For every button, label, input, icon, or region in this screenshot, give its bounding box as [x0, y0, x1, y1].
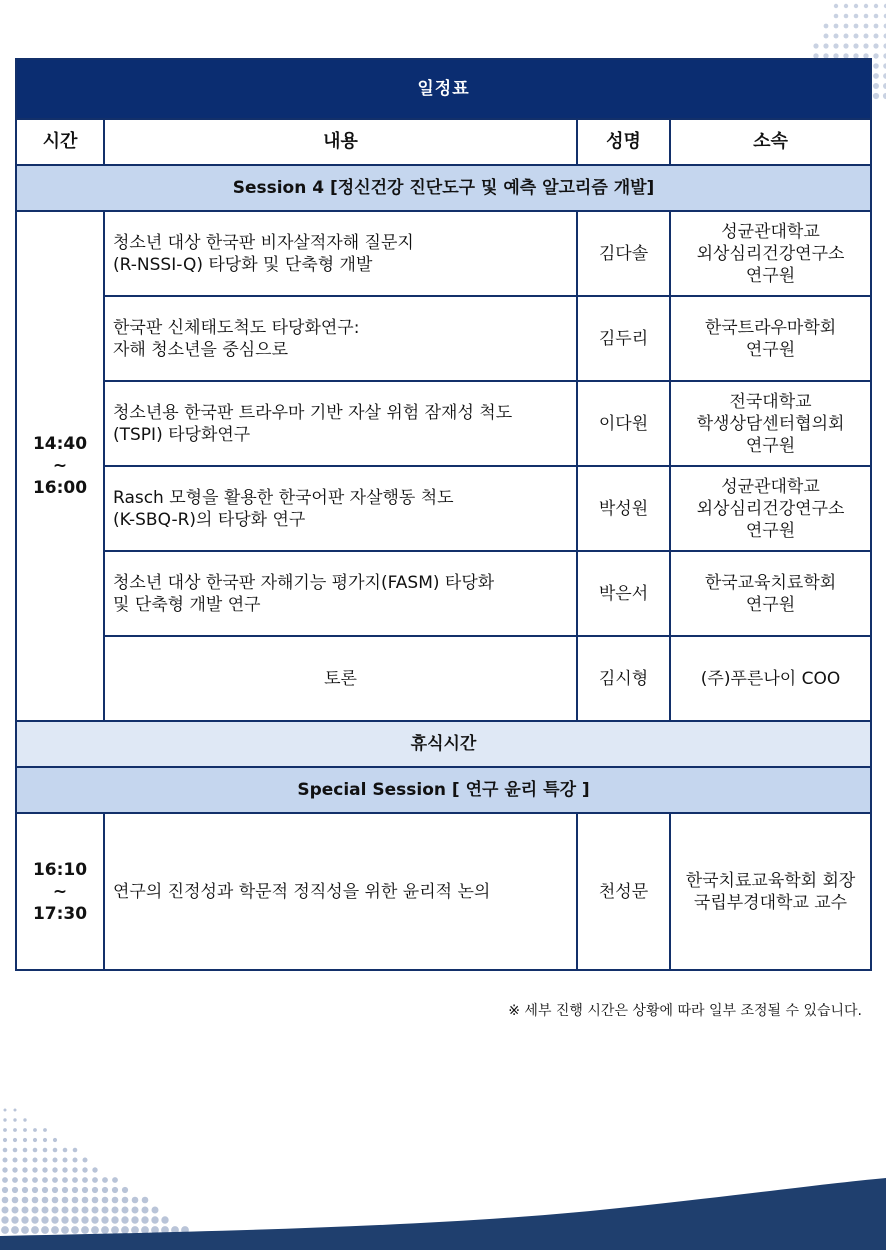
dot	[823, 43, 828, 48]
dot	[23, 1128, 27, 1132]
dot	[864, 14, 869, 19]
session4-time	[16, 211, 104, 721]
talk-title-line: (K-SBQ-R)의 타당화 연구	[113, 509, 306, 530]
talk-title-line: 토론	[324, 668, 357, 689]
special-time	[16, 813, 104, 970]
dot	[874, 4, 878, 8]
affiliation-line: 외상심리건강연구소	[696, 243, 845, 264]
dot	[63, 1148, 68, 1153]
dot	[834, 14, 839, 19]
dot	[844, 34, 849, 39]
dot	[813, 43, 818, 48]
speaker-affiliation	[670, 211, 871, 296]
special-session-label: Special Session [ 연구 윤리 특강 ]	[16, 767, 871, 813]
affiliation-line: 연구원	[745, 265, 796, 286]
talk-title	[104, 296, 577, 381]
dot	[73, 1148, 78, 1153]
dot	[3, 1128, 7, 1132]
talk-title-line: 청소년용 한국판 트라우마 기반 자살 위험 잠재성 척도	[113, 402, 513, 423]
affiliation-line: 성균관대학교	[721, 221, 820, 242]
header-content: 내용	[104, 119, 577, 165]
dot	[843, 43, 848, 48]
affiliation-line: 전국대학교	[729, 391, 812, 412]
dot	[844, 4, 848, 8]
dot	[824, 24, 829, 29]
table-row	[16, 636, 871, 721]
table-row	[16, 381, 871, 466]
header-name: 성명	[577, 119, 670, 165]
dot	[834, 24, 839, 29]
break-label: 휴식시간	[16, 721, 871, 767]
speaker-name: 박성원	[577, 466, 670, 551]
speaker-affiliation	[670, 381, 871, 466]
table-row	[16, 466, 871, 551]
dot	[854, 4, 858, 8]
time-end: 17:30	[32, 903, 88, 924]
dot	[833, 43, 838, 48]
table-row	[16, 296, 871, 381]
affiliation-line: 연구원	[745, 594, 796, 615]
talk-title	[104, 381, 577, 466]
dot	[43, 1148, 48, 1153]
affiliation-line: 한국치료교육학회 회장	[685, 870, 856, 891]
talk-title	[104, 211, 577, 296]
dot	[13, 1118, 16, 1121]
dot	[13, 1128, 17, 1132]
dot	[3, 1118, 6, 1121]
speaker-name: 김다솔	[577, 211, 670, 296]
footnote: ※ 세부 진행 시간은 상황에 따라 일부 조정될 수 있습니다.	[508, 1003, 862, 1019]
affiliation-line: 성균관대학교	[721, 476, 820, 497]
affiliation-line: (주)푸른나이 COO	[700, 668, 841, 689]
talk-title-line: 청소년 대상 한국판 자해기능 평가지(FASM) 타당화	[113, 572, 495, 593]
speaker-name: 박은서	[577, 551, 670, 636]
speaker-affiliation	[670, 636, 871, 721]
dot	[3, 1158, 8, 1163]
dot	[834, 34, 839, 39]
dot	[864, 34, 869, 39]
dot	[873, 73, 879, 79]
speaker-name: 천성문	[577, 813, 670, 970]
header-affiliation: 소속	[670, 119, 871, 165]
talk-title-line: (R-NSSI-Q) 타당화 및 단축형 개발	[113, 254, 373, 275]
session4-label: Session 4 [정신건강 진단도구 및 예측 알고리즘 개발]	[16, 165, 871, 211]
dot	[53, 1158, 58, 1163]
dot	[3, 1148, 8, 1153]
talk-title	[104, 466, 577, 551]
dot	[43, 1138, 47, 1142]
dot	[874, 34, 879, 39]
dot	[33, 1138, 37, 1142]
talk-title	[104, 551, 577, 636]
dot	[43, 1158, 48, 1163]
dot	[53, 1148, 58, 1153]
dot	[13, 1148, 18, 1153]
speaker-name: 김두리	[577, 296, 670, 381]
speaker-affiliation	[670, 296, 871, 381]
talk-title-line: 자해 청소년을 중심으로	[113, 339, 289, 360]
dot	[13, 1158, 18, 1163]
dot	[853, 43, 858, 48]
dot	[83, 1158, 88, 1163]
dot	[43, 1128, 47, 1132]
affiliation-line: 한국트라우마학회	[704, 317, 837, 338]
dot	[33, 1148, 38, 1153]
dot	[834, 4, 838, 8]
talk-title-line: Rasch 모형을 활용한 한국어판 자살행동 척도	[113, 487, 454, 508]
dot	[63, 1158, 68, 1163]
affiliation-line: 한국교육치료학회	[704, 572, 837, 593]
dot	[33, 1158, 38, 1163]
dot	[13, 1138, 17, 1142]
time-start: 14:40	[32, 434, 88, 454]
talk-title-line: 및 단축형 개발 연구	[113, 594, 261, 615]
dot	[844, 14, 849, 19]
time-start: 16:10	[32, 859, 88, 880]
dot	[14, 1109, 17, 1112]
dot	[873, 53, 878, 58]
talk-title-line: (TSPI) 타당화연구	[113, 424, 251, 445]
table-row	[16, 813, 871, 970]
talk-title-line: 한국판 신체태도척도 타당화연구:	[113, 317, 360, 338]
dot	[873, 83, 879, 89]
talk-title-line: 청소년 대상 한국판 비자살적자해 질문지	[113, 232, 414, 253]
header-time: 시간	[16, 119, 104, 165]
speaker-affiliation	[670, 466, 871, 551]
dot	[873, 63, 879, 69]
dot	[33, 1128, 37, 1132]
schedule-table	[15, 58, 872, 971]
affiliation-line: 연구원	[745, 520, 796, 541]
affiliation-line: 학생상담센터협의회	[696, 413, 845, 434]
time-end: 16:00	[32, 478, 88, 498]
dot	[3, 1138, 7, 1142]
talk-title	[104, 636, 577, 721]
affiliation-line: 국립부경대학교 교수	[693, 892, 848, 913]
dot	[23, 1118, 26, 1121]
talk-title: 연구의 진정성과 학문적 정직성을 위한 윤리적 논의	[104, 813, 577, 970]
dot	[863, 43, 868, 48]
dot	[873, 93, 879, 99]
dot	[73, 1158, 78, 1163]
speaker-affiliation	[670, 551, 871, 636]
affiliation-line: 연구원	[745, 339, 796, 360]
dot	[854, 34, 859, 39]
time-tilde: ~	[52, 881, 68, 902]
decorative-wave	[0, 1170, 886, 1250]
dot	[53, 1138, 57, 1142]
dot	[874, 14, 879, 19]
dot	[23, 1158, 28, 1163]
dot	[824, 34, 829, 39]
dot	[874, 24, 879, 29]
speaker-name: 김시형	[577, 636, 670, 721]
affiliation-line: 외상심리건강연구소	[696, 498, 845, 519]
table-row	[16, 551, 871, 636]
dot	[864, 4, 868, 8]
time-tilde: ~	[52, 456, 68, 476]
schedule-title: 일정표	[16, 59, 871, 119]
dot	[23, 1148, 28, 1153]
dot	[844, 24, 849, 29]
dot	[854, 24, 859, 29]
dot	[4, 1109, 7, 1112]
dot	[864, 24, 869, 29]
dot	[23, 1138, 27, 1142]
dot	[873, 43, 878, 48]
dot	[854, 14, 859, 19]
affiliation-line: 연구원	[745, 435, 796, 456]
speaker-name: 이다원	[577, 381, 670, 466]
speaker-affiliation	[670, 813, 871, 970]
table-row	[16, 211, 871, 296]
